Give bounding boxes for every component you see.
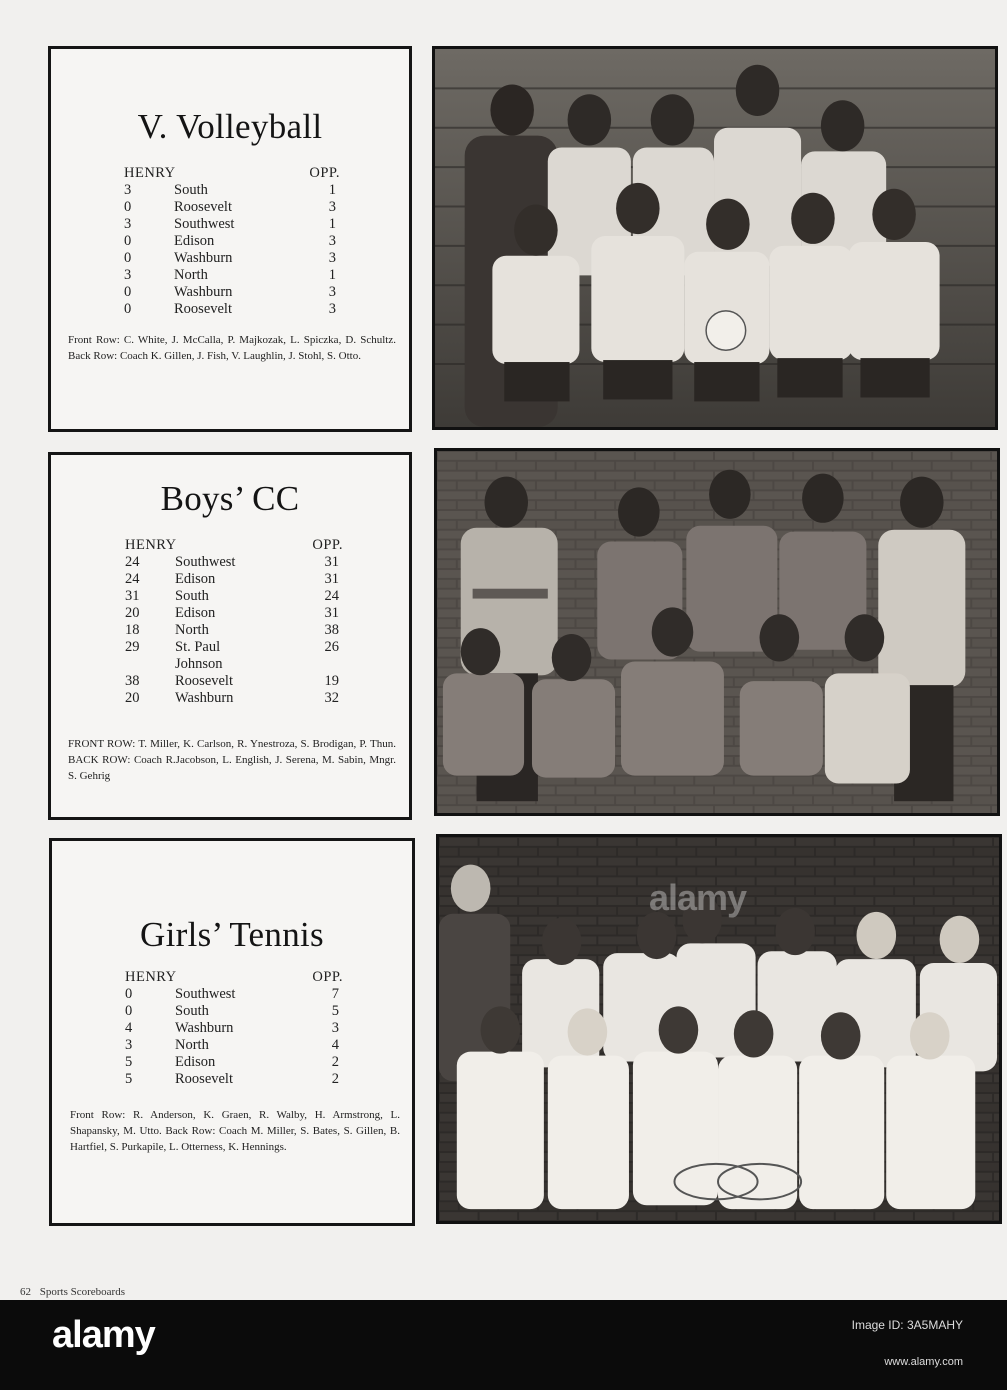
score-row	[125, 1003, 343, 1020]
score-table	[124, 165, 340, 318]
opponent-score: 31	[324, 571, 339, 587]
roster-caption: Front Row: C. White, J. McCalla, P. Majkozak, L. Spiczka, D. Schultz. Back Row: Coach K. Gillen, J. Fish, V. Laughlin, J. Stohl, S. Otto.	[68, 334, 396, 362]
page-number: 62	[20, 1286, 31, 1298]
opponent-name: North	[175, 1037, 209, 1053]
henry-score: 0	[125, 986, 133, 1002]
section-title: Boys’ CC	[160, 479, 300, 518]
opponent-name: Johnson	[175, 656, 223, 672]
score-row	[125, 1054, 343, 1071]
roster-caption: FRONT ROW: T. Miller, K. Carlson, R. Ynestroza, S. Brodigan, P. Thun. BACK ROW: Coach R.Jacobson, L. English, J. Serena, M. Sabin, Mngr. S. Gehrig	[68, 738, 396, 782]
opponent-name: Roosevelt	[174, 301, 232, 317]
henry-score: 3	[124, 216, 132, 232]
henry-score: 0	[125, 1003, 133, 1019]
watermark-banner	[0, 1300, 1007, 1390]
henry-score: 24	[125, 571, 140, 587]
score-rows	[125, 986, 343, 1088]
opponent-score: 32	[324, 690, 339, 706]
watermark: alamy	[649, 877, 747, 918]
opponent-score: 7	[331, 986, 339, 1002]
opponent-name: Roosevelt	[174, 199, 232, 215]
opponent-name: Washburn	[174, 284, 233, 300]
section-title: V. Volleyball	[137, 107, 323, 146]
opponent-name: Edison	[175, 571, 216, 587]
score-row	[125, 690, 343, 707]
opponent-name: Southwest	[175, 986, 236, 1002]
score-row	[125, 986, 343, 1003]
opponent-name: Edison	[175, 1054, 216, 1070]
opponent-score: 3	[328, 233, 336, 249]
page-footer	[20, 1286, 131, 1298]
opponent-name: North	[174, 267, 208, 283]
opponent-score: 3	[328, 199, 336, 215]
section-title: Girls’ Tennis	[140, 915, 324, 954]
opponent-name: Southwest	[175, 554, 236, 570]
opponent-name: Roosevelt	[175, 1071, 233, 1087]
score-row	[124, 284, 340, 301]
alamy-logo: alamy	[52, 1314, 155, 1356]
opponent-name: Washburn	[175, 690, 234, 706]
opponent-score: 26	[324, 639, 339, 655]
score-row	[125, 656, 343, 673]
score-header	[125, 969, 343, 986]
volleyball-scoreboard	[48, 46, 412, 432]
opponent-score: 3	[328, 301, 336, 317]
opponent-name: Southwest	[174, 216, 235, 232]
henry-score: 5	[125, 1071, 133, 1087]
score-row	[124, 233, 340, 250]
image-id: Image ID: 3A5MAHY	[851, 1318, 963, 1332]
henry-header: HENRY	[125, 537, 177, 553]
score-row	[124, 216, 340, 233]
opponent-name: St. Paul	[175, 639, 221, 655]
opponent-score: 5	[331, 1003, 339, 1019]
opponent-score: 3	[328, 250, 336, 266]
henry-score: 0	[124, 199, 132, 215]
score-row	[125, 1037, 343, 1054]
henry-score: 3	[125, 1037, 133, 1053]
score-row	[125, 588, 343, 605]
score-header	[125, 537, 343, 554]
boys-cc-team-photo	[434, 448, 1000, 816]
henry-score	[125, 656, 175, 673]
opponent-score: 1	[328, 182, 336, 198]
opponent-name: Edison	[174, 233, 215, 249]
score-table	[125, 537, 343, 707]
henry-score: 20	[125, 690, 140, 706]
henry-score: 0	[124, 284, 132, 300]
opponent-name: Roosevelt	[175, 673, 233, 689]
opponent-name: Washburn	[174, 250, 233, 266]
opponent-score: 38	[324, 622, 339, 638]
henry-score: 4	[125, 1020, 133, 1036]
henry-header: HENRY	[124, 165, 176, 181]
opponent-name: South	[175, 1003, 209, 1019]
score-row	[124, 199, 340, 216]
score-row	[125, 673, 343, 690]
opponent-score: 24	[324, 588, 339, 604]
opp-header: OPP.	[312, 969, 343, 985]
score-row	[125, 554, 343, 571]
opp-header: OPP.	[309, 165, 340, 181]
opponent-score: 1	[328, 216, 336, 232]
opponent-score: 1	[328, 267, 336, 283]
henry-score: 0	[124, 301, 132, 317]
opponent-score: 3	[328, 284, 336, 300]
henry-score: 0	[124, 233, 132, 249]
footer-section: Sports Scoreboards	[39, 1286, 125, 1298]
henry-score: 3	[124, 182, 132, 198]
opp-header: OPP.	[312, 537, 343, 553]
opponent-score: 31	[324, 554, 339, 570]
score-row	[125, 605, 343, 622]
henry-header: HENRY	[125, 969, 177, 985]
score-header	[124, 165, 340, 182]
opponent-score: 31	[324, 605, 339, 621]
roster-caption: Front Row: R. Anderson, K. Graen, R. Walby, H. Armstrong, L. Shapansky, M. Utto. Back Row: Coach M. Miller, S. Bates, S. Gillen, B. Hartfiel, S. Purkapile, L. Otterness, K. Hennings.	[70, 1109, 400, 1153]
henry-score: 38	[125, 673, 140, 689]
opponent-name: North	[175, 622, 209, 638]
henry-score: 24	[125, 554, 140, 570]
score-row	[125, 622, 343, 639]
score-row	[125, 571, 343, 588]
score-row	[125, 639, 343, 656]
opponent-score: 2	[331, 1071, 339, 1087]
henry-score: 5	[125, 1054, 133, 1070]
score-table	[125, 969, 343, 1088]
score-row	[124, 182, 340, 199]
opponent-score: 3	[331, 1020, 339, 1036]
score-row	[124, 267, 340, 284]
opponent-name: Edison	[175, 605, 216, 621]
score-rows	[124, 182, 340, 318]
henry-score: 18	[125, 622, 140, 638]
henry-score: 31	[125, 588, 140, 604]
opponent-name: Washburn	[175, 1020, 234, 1036]
henry-score: 3	[124, 267, 132, 283]
score-rows	[125, 554, 343, 707]
score-row	[124, 250, 340, 267]
opponent-name: South	[175, 588, 209, 604]
henry-score: 20	[125, 605, 140, 621]
opponent-name: South	[174, 182, 208, 198]
score-row	[125, 1020, 343, 1037]
girls-tennis-scoreboard	[49, 838, 415, 1226]
opponent-score: 4	[331, 1037, 339, 1053]
opponent-score: 19	[324, 673, 339, 689]
score-row	[125, 1071, 343, 1088]
henry-score: 29	[125, 639, 140, 655]
volleyball-team-photo	[432, 46, 998, 430]
opponent-score	[309, 656, 343, 673]
watermark-url: www.alamy.com	[884, 1356, 963, 1368]
boys-cc-scoreboard	[48, 452, 412, 820]
opponent-score: 2	[331, 1054, 339, 1070]
henry-score: 0	[124, 250, 132, 266]
score-row	[124, 301, 340, 318]
girls-tennis-team-photo	[436, 834, 1002, 1224]
